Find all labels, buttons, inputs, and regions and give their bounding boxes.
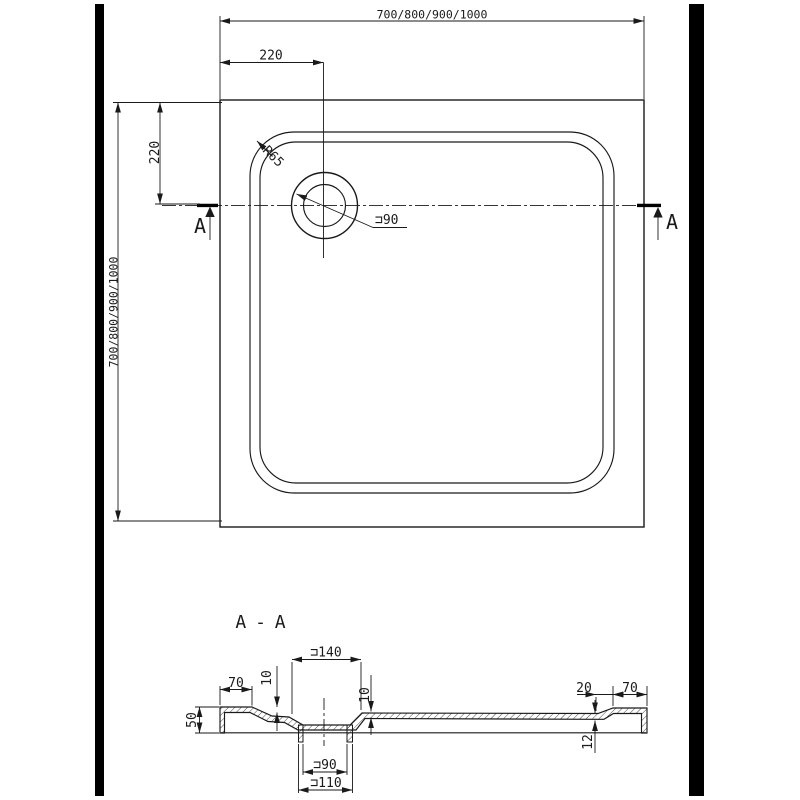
- drain-spigot-right-wall: [347, 725, 353, 742]
- dimension-value: 70: [228, 676, 244, 691]
- dimension-value: 50: [185, 712, 200, 728]
- dimension-value: R65: [259, 143, 287, 171]
- dimension-value: ⊐90: [313, 758, 337, 773]
- section-letter-left: A: [193, 214, 207, 238]
- dimension-value: ⊐90: [375, 213, 399, 228]
- dimension-value: 220: [148, 140, 163, 165]
- left-crop-bar: [95, 4, 104, 796]
- dimension-value: 220: [259, 48, 283, 64]
- right-crop-bar: [689, 4, 704, 796]
- section-title: A - A: [235, 612, 285, 633]
- dimension-value: 10: [358, 687, 373, 703]
- dimension-value: 70: [622, 681, 638, 696]
- drain-spigot-left-wall: [299, 725, 304, 742]
- dimension-value: 10: [260, 670, 275, 686]
- dimension-value: 700/800/900/1000: [376, 7, 488, 22]
- dimension-value: ⊐110: [310, 776, 342, 791]
- dimension-value: ⊐140: [310, 645, 342, 661]
- dimension-value: 20: [576, 681, 592, 696]
- dimension-value: 700/800/900/1000: [106, 256, 121, 368]
- section-letter-right: A: [665, 210, 679, 234]
- dimension-value: 12: [581, 734, 596, 750]
